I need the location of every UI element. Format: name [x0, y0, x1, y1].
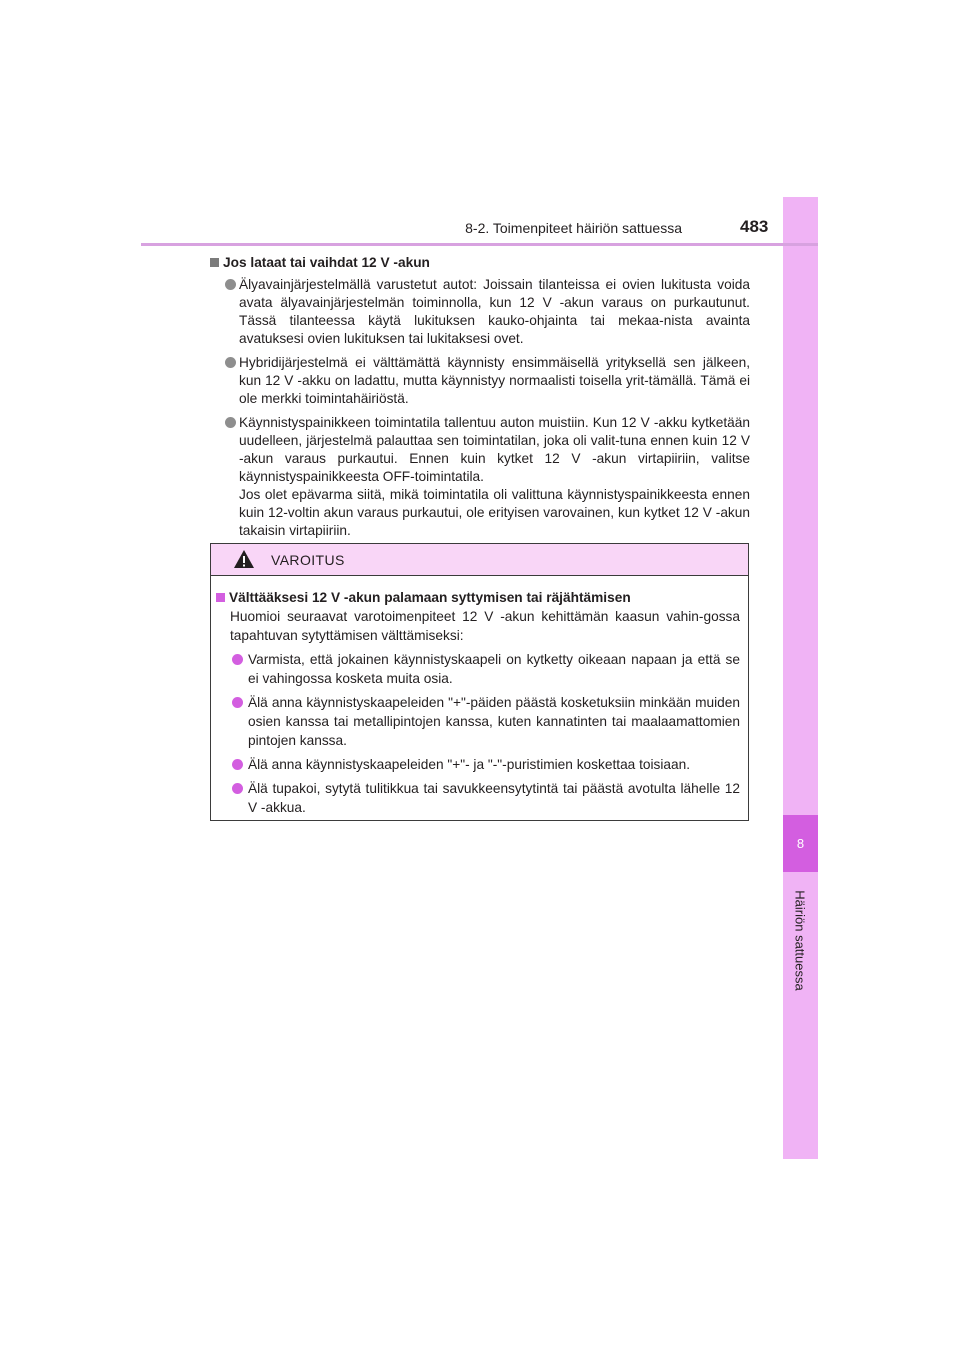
square-bullet-icon — [216, 593, 225, 602]
list-item — [210, 414, 750, 540]
warning-item-text: Älä tupakoi, sytytä tulitikkua tai savukkeensytytintä tai päästä avotulta lähelle 12 V -akkua. — [248, 781, 740, 815]
round-bullet-icon — [232, 783, 243, 794]
round-bullet-icon — [232, 654, 243, 665]
warning-triangle-icon — [233, 549, 255, 569]
chapter-number-tab — [783, 815, 818, 872]
list-item-note: Jos olet epävarma siitä, mikä toimintatila oli valittuna käynnistyspainikkeesta ennen kuin 12-voltin akun varaus purkautui, ole erityisen varovainen, kun kytket 12 V -akun takaisin virtapiiriin. — [239, 487, 750, 538]
page-number: 483 — [740, 217, 769, 236]
warning-heading — [216, 588, 740, 607]
section-heading — [210, 254, 750, 272]
round-bullet-icon — [232, 759, 243, 770]
warning-item — [216, 779, 740, 817]
warning-item-text: Varmista, että jokainen käynnistyskaapeli on kytketty oikeaan napaan ja että se ei vahingossa kosketa muita osia. — [248, 652, 740, 686]
main-content — [210, 254, 750, 546]
side-tab — [783, 197, 818, 1159]
round-bullet-icon — [232, 697, 243, 708]
round-bullet-icon — [225, 279, 236, 290]
chapter-title: Häiriön sattuessa — [793, 889, 809, 991]
round-bullet-icon — [225, 417, 236, 428]
chapter-number: 8 — [796, 836, 805, 851]
warning-item — [216, 755, 740, 774]
warning-item-text: Älä anna käynnistyskaapeleiden "+"-päiden päästä kosketuksiin minkään muiden osien kanssa tai metallipintojen kanssa, kuten kannatinten tai maalaamattomien pintojen kanssa. — [248, 695, 740, 748]
section-title: 8-2. Toimenpiteet häiriön sattuessa — [465, 220, 682, 236]
list-item — [210, 354, 750, 408]
warning-intro: Huomioi seuraavat varotoimenpiteet 12 V -akun kehittämän kaasun vahin-gossa tapahtuvan sytyttämisen välttämiseksi: — [230, 609, 740, 643]
warning-body — [211, 576, 748, 817]
list-item-text: Älyavainjärjestelmällä varustetut autot: Joissain tilanteissa ei ovien lukitusta voida avata älyavainjärjestelmän toiminnolla, kun 12 V -akun varaus on purkautunut. Tässä tilanteessa käytä lukituksen kauko-ohjainta tai mekaa-nista avainta avatuksesi ovien lukituksen tai lukitaksesi ovet. — [239, 277, 750, 346]
warning-box — [210, 543, 749, 821]
warning-item — [216, 693, 740, 750]
warning-heading-text: Välttääksesi 12 V -akun palamaan syttymisen tai räjähtämisen — [229, 590, 631, 605]
warning-title: VAROITUS — [271, 552, 345, 568]
section-heading-text: Jos lataat tai vaihdat 12 V -akun — [223, 255, 430, 270]
round-bullet-icon — [225, 357, 236, 368]
list-item — [210, 276, 750, 348]
header-divider — [141, 243, 818, 246]
warning-header — [211, 544, 748, 576]
list-item-text: Käynnistyspainikkeen toimintatila tallentuu auton muistiin. Kun 12 V -akku kytketään uudelleen, järjestelmä palauttaa sen toimintatilan, joka oli valit-tuna ennen kuin 12 V -akun varaus purkautui. Ennen kuin kytket 12 V -akun virtapiiriin, valitse käynnistyspainikkeesta OFF-toimintatila. — [239, 415, 750, 484]
chapter-title-tab — [783, 880, 818, 1000]
list-item-text: Hybridijärjestelmä ei välttämättä käynnisty ensimmäisellä yrityksellä sen jälkeen, kun 12 V -akku on ladattu, mutta käynnistyy normaalisti toisella yrit-tämällä. Tämä ei ole merkki toimintahäiriöstä. — [239, 355, 750, 406]
square-bullet-icon — [210, 258, 219, 267]
warning-item-text: Älä anna käynnistyskaapeleiden "+"- ja "-"-puristimien koskettaa toisiaan. — [248, 757, 691, 772]
warning-item — [216, 650, 740, 688]
